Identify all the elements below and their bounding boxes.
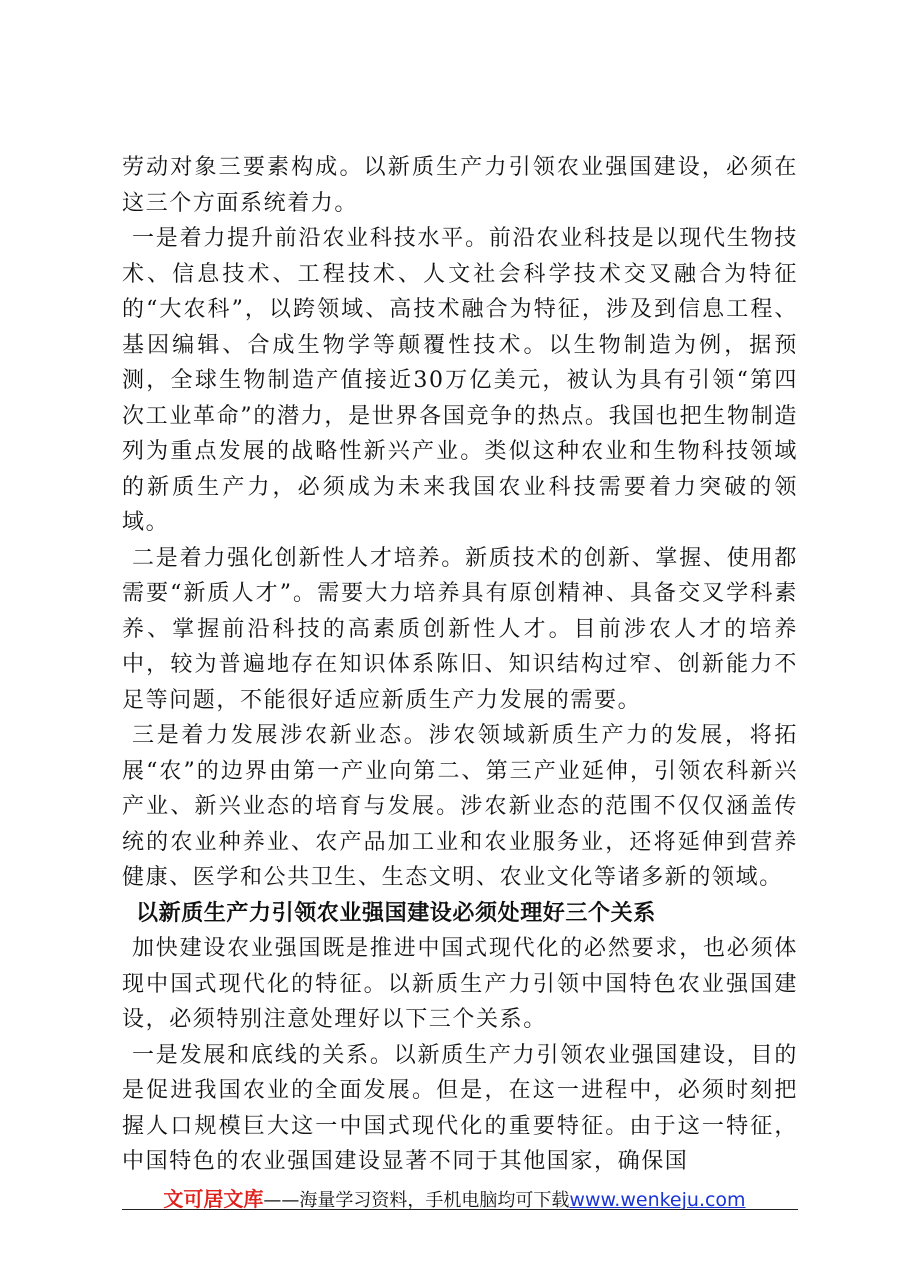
paragraph-2: 一是着力提升前沿农业科技水平。前沿农业科技是以现代生物技术、信息技术、工程技术、人文社会科学技术交叉融合为特征的“大农科”，以跨领域、高技术融合为特征，涉及到信息工程、基因编辑、合成生物学等颠覆性技术。以生物制造为例，据预测，全球生物制造产值接近30万亿美元，被认为具有引领“第四次工业革命”的潜力，是世界各国竞争的热点。我国也把生物制造列为重点发展的战略性新兴产业。类似这种农业和生物科技领域的新质生产力，必须成为未来我国农业科技需要着力突破的领域。 xyxy=(122,226,798,535)
paragraph-6: 一是发展和底线的关系。以新质生产力引领农业强国建设，目的是促进我国农业的全面发展。但是，在这一进程中，必须时刻把握人口规模巨大这一中国式现代化的重要特征。由于这一特征，中国特色的农业强国建设显著不同于其他国家，确保国 xyxy=(122,1042,798,1174)
paragraph-5: 加快建设农业强国既是推进中国式现代化的必然要求，也必须体现中国式现代化的特征。以新质生产力引领中国特色农业强国建设，必须特别注意处理好以下三个关系。 xyxy=(122,936,798,1032)
paragraph-3: 二是着力强化创新性人才培养。新质技术的创新、掌握、使用都需要“新质人才”。需要大力培养具有原创精神、具备交叉学科素养、掌握前沿科技的高素质创新性人才。目前涉农人才的培养中，较为普遍地存在知识体系陈旧、知识结构过窄、创新能力不足等问题，不能很好适应新质生产力发展的需要。 xyxy=(122,545,798,713)
paragraph-1: 劳动对象三要素构成。以新质生产力引领农业强国建设，必须在这三个方面系统着力。 xyxy=(122,155,798,216)
footer-brand: 文可居文库 xyxy=(163,1187,264,1211)
document-body xyxy=(122,150,798,1180)
paragraph-4: 三是着力发展涉农新业态。涉农领域新质生产力的发展，将拓展“农”的边界由第一产业向第二、第三产业延伸，引领农科新兴产业、新兴业态的培育与发展。涉农新业态的范围不仅仅涵盖传统的农业种养业、农产品加工业和农业服务业，还将延伸到营养健康、医学和公共卫生、生态文明、农业文化等诸多新的领域。 xyxy=(122,723,798,890)
footer-divider xyxy=(122,1209,798,1210)
footer-website-link[interactable]: www.wenkeju.com xyxy=(569,1189,746,1211)
section-heading: 以新质生产力引领农业强国建设必须处理好三个关系 xyxy=(136,900,656,926)
footer-slogan: ——海量学习资料，手机电脑均可下载 xyxy=(263,1190,570,1211)
page-footer xyxy=(0,1183,909,1212)
